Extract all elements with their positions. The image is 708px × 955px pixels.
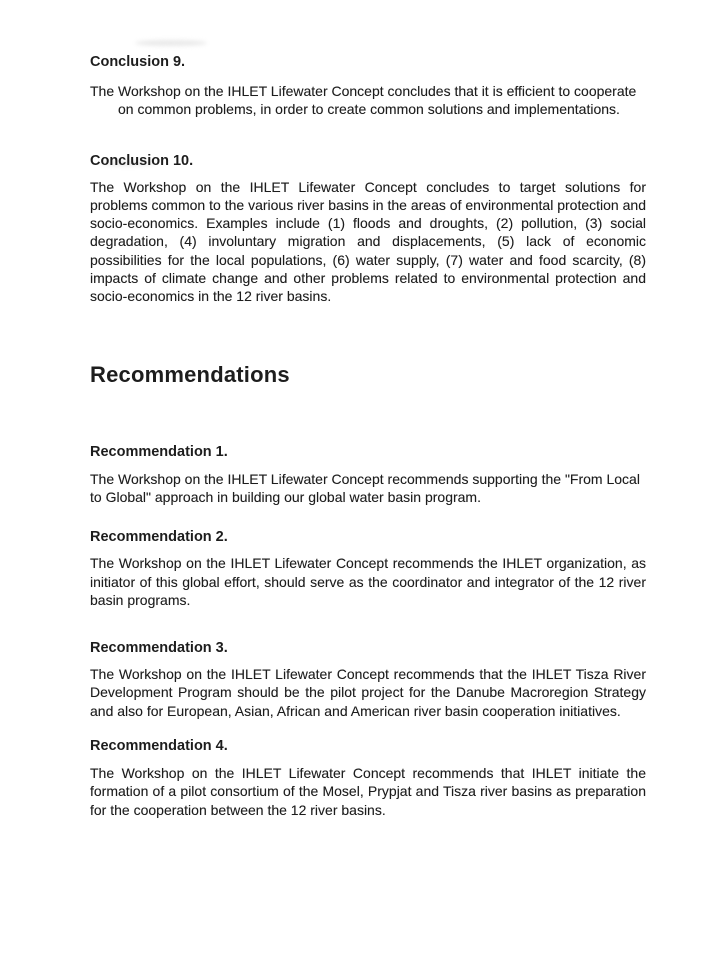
section-heading: Conclusion 9. [90,54,186,70]
body-paragraph: The Workshop on the IHLET Lifewater Concept recommends the IHLET organization, as initiator of this global effort, should serve as the coordinator and integrator of the 12 river basin programs. [90,555,646,608]
document-title: Recommendations [90,361,290,387]
section-heading: Recommendation 1. [90,443,228,460]
body-paragraph: The Workshop on the IHLET Lifewater Concept recommends that the IHLET Tisza River Development Program should be the pilot project for the Danube Macroregion Strategy and also for European, Asian, African and American river basin cooperation initiatives. [90,666,646,719]
scan-artifact [135,40,207,46]
document-content [90,54,646,819]
body-paragraph: The Workshop on the IHLET Lifewater Concept concludes to target solutions for problems common to the various river basins in the areas of environmental protection and socio-economics. Examples include (1) floods and droughts, (2) pollution, (3) social degradation, (4) involuntary migration and displacements, (5) lack of economic possibilities for the local populations, (6) water supply, (7) water and food scarcity, (8) impacts of climate change and other problems related to environmental protection and socio-economics in the 12 river basins. [90,178,646,305]
section-heading: Recommendation 2. [90,529,228,546]
section-heading: Recommendation 3. [90,640,228,657]
section-heading: Recommendation 4. [90,738,228,755]
body-paragraph: The Workshop on the IHLET Lifewater Concept concludes that it is efficient to cooperate on common problems, in order to create common solutions and implementations. [90,83,637,118]
body-paragraph: The Workshop on the IHLET Lifewater Concept recommends supporting the "From Local to Global" approach in building our global water basin program. [90,470,640,505]
body-paragraph: The Workshop on the IHLET Lifewater Concept recommends that IHLET initiate the formation of a pilot consortium of the Mosel, Prypjat and Tisza river basins as preparation for the cooperation between the 12 river basins. [90,765,646,818]
section-heading: Conclusion 10. [90,152,194,169]
